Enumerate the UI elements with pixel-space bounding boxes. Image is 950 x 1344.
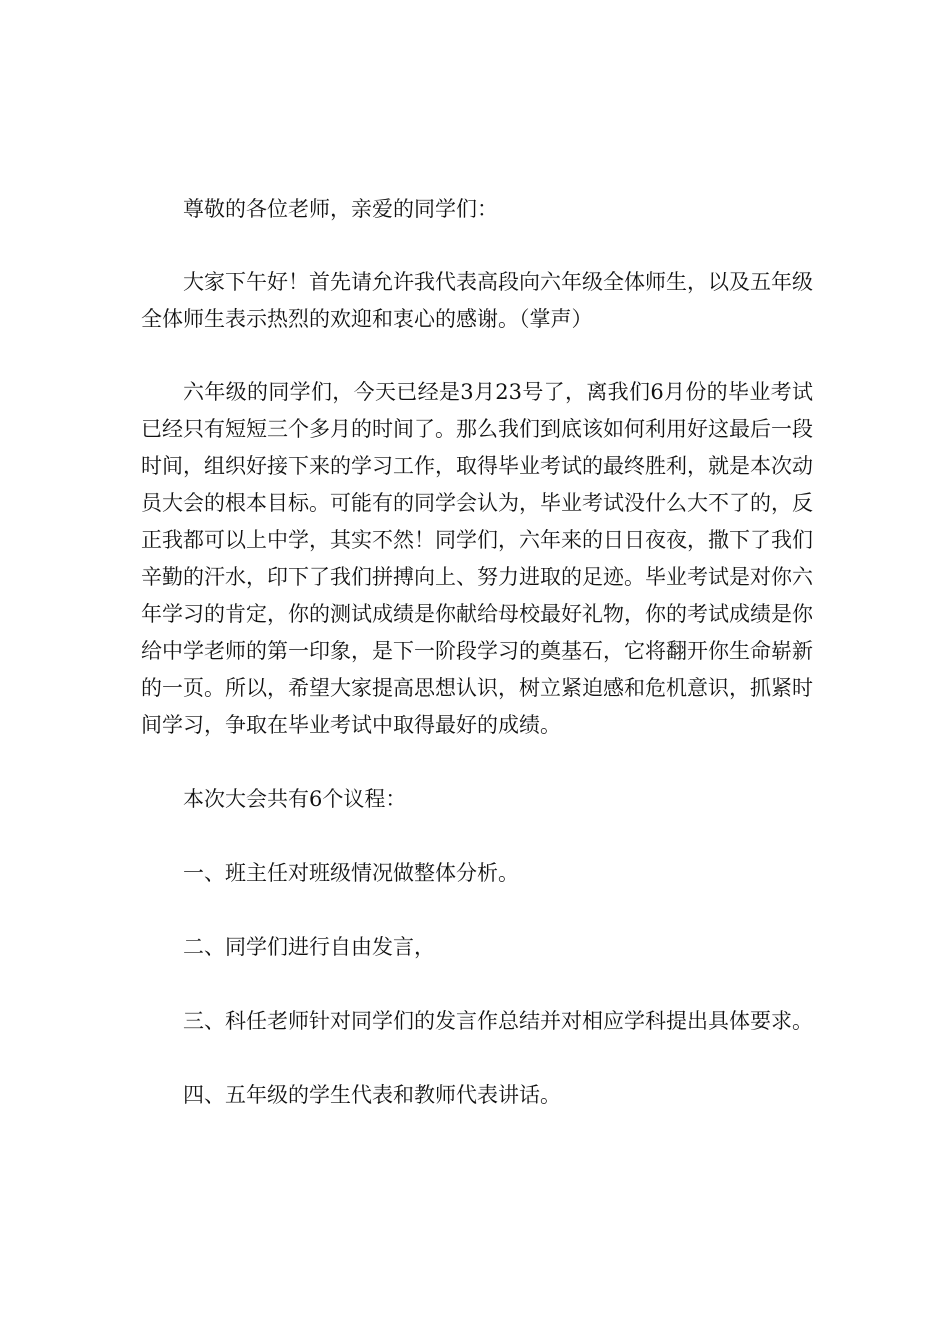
agenda-item-3: 三、科任老师针对同学们的发言作总结并对相应学科提出具体要求。 — [183, 1009, 813, 1033]
greeting-paragraph: 大家下午好！首先请允许我代表高段向六年级全体师生，以及五年级全体师生表示热烈的欢迎和衷心的感谢。（掌声） — [141, 270, 813, 331]
agenda-item-2: 二、同学们进行自由发言， — [183, 935, 435, 959]
main-paragraph: 六年级的同学们，今天已经是3月23号了，离我们6月份的毕业考试已经只有短短三个多月的时间了。那么我们到底该如何利用好这最后一段时间，组织好接下来的学习工作，取得毕业考试的最终胜利，就是本次动员大会的根本目标。可能有的同学会认为，毕业考试没什么大不了的，反正我都可以上中学，其实不然！同学们，六年来的日日夜夜，撒下了我们辛勤的汗水，印下了我们拼搏向上、努力进取的足迹。毕业考试是对你六年学习的肯定，你的测试成绩是你献给母校最好礼物，你的考试成绩是你给中学老师的第一印象，是下一阶段学习的奠基石，它将翻开你生命崭新的一页。所以，希望大家提高思想认识，树立紧迫感和危机意识，抓紧时间学习，争取在毕业考试中取得最好的成绩。 — [141, 380, 813, 737]
agenda-item-4: 四、五年级的学生代表和教师代表讲话。 — [183, 1083, 561, 1107]
agenda-intro: 本次大会共有6个议程： — [183, 787, 407, 811]
document-body — [141, 191, 813, 1114]
agenda-item-1: 一、班主任对班级情况做整体分析。 — [183, 861, 519, 885]
salutation: 尊敬的各位老师，亲爱的同学们： — [183, 197, 498, 221]
